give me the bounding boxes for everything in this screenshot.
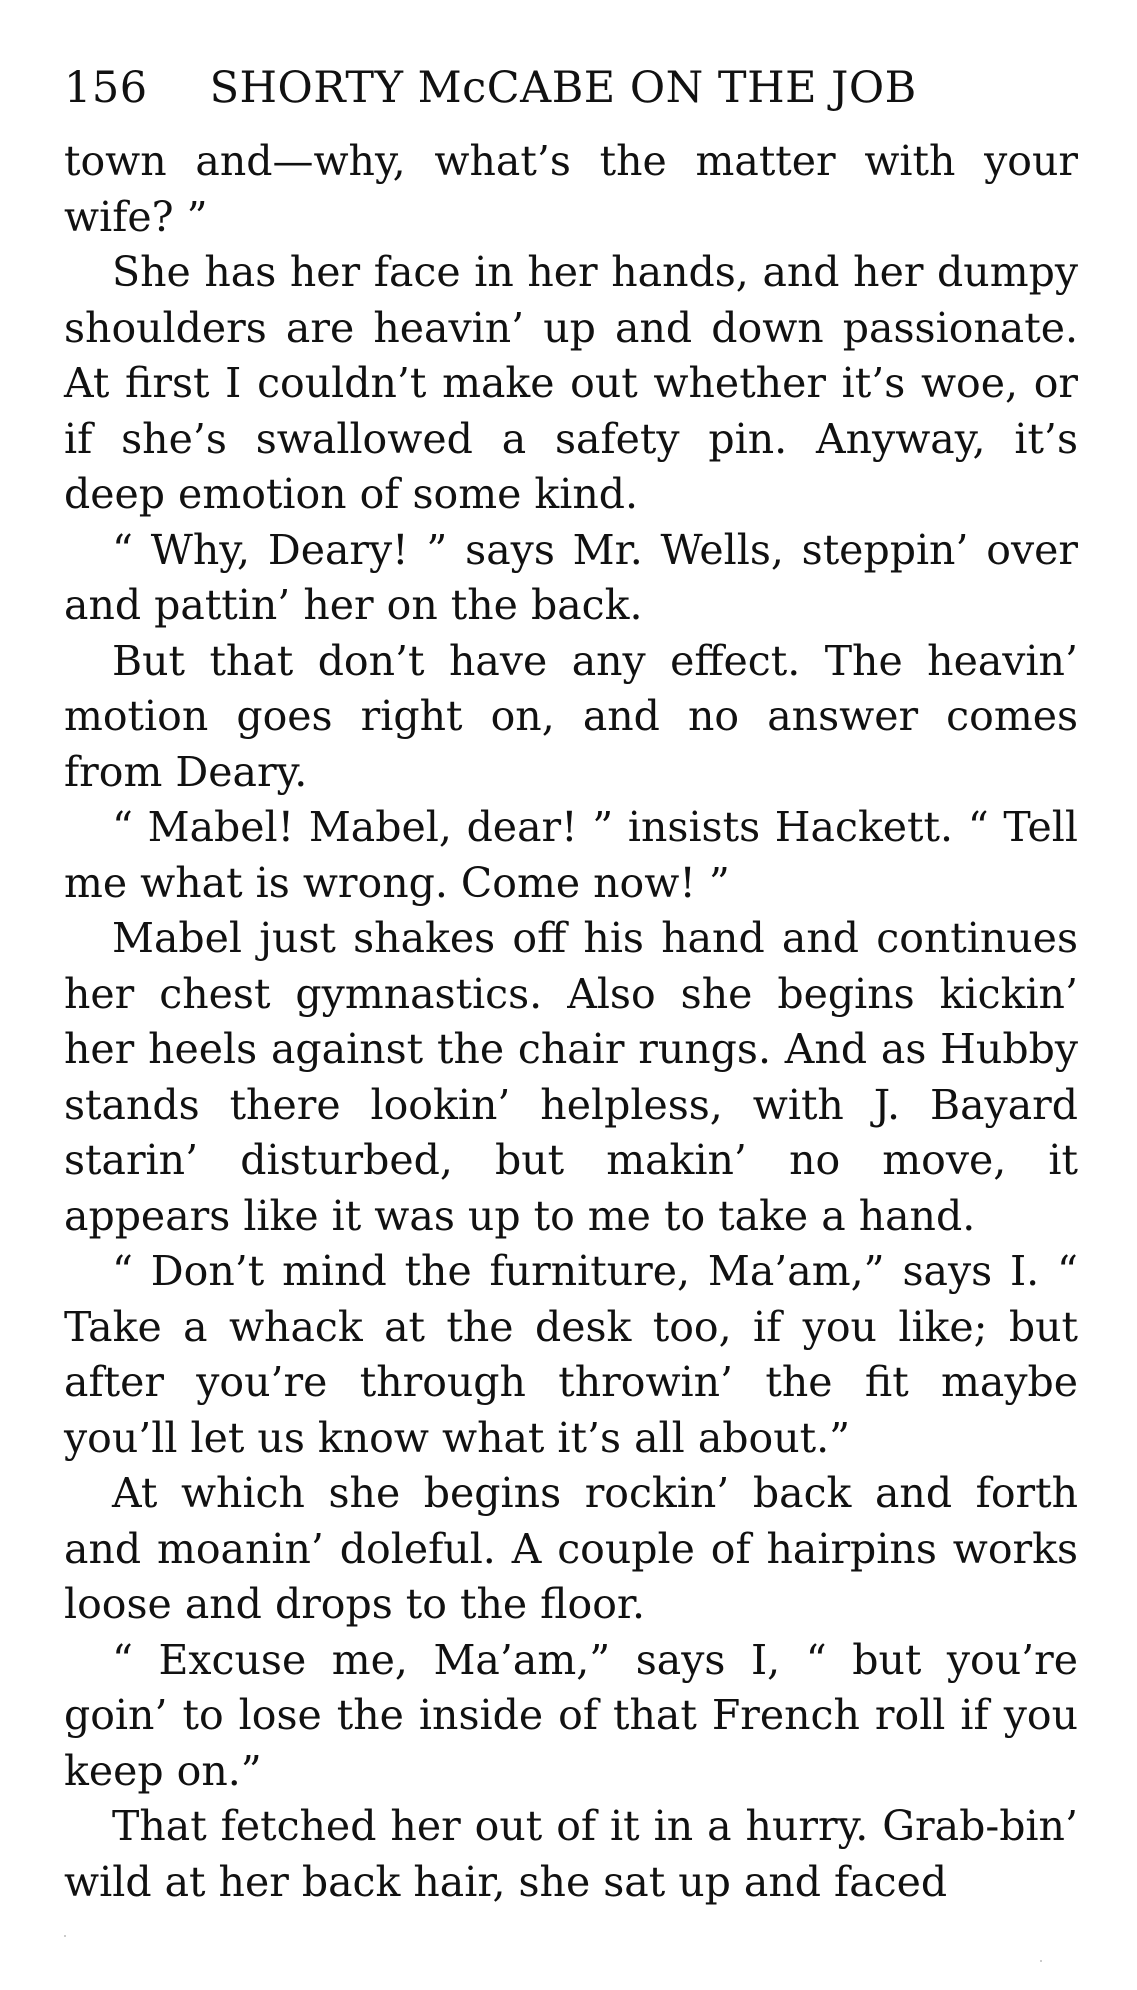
running-title: SHORTY McCABE ON THE JOB bbox=[209, 63, 917, 113]
running-head bbox=[64, 62, 1078, 114]
paragraph-2: She has her face in her hands, and her dumpy shoulders are heavin’ up and down passionate. At first I couldn’t make out whether it’s woe, or if she’s swallowed a safety pin. Anyway, it’s deep emotion of some kind. bbox=[64, 248, 1078, 518]
paragraph-7: “ Don’t mind the furniture, Ma’am,” says I. “ Take a whack at the desk too, if you like; but after you’re through throwin’ the fit maybe you’ll let us know what it’s all about.” bbox=[64, 1247, 1078, 1462]
page-number: 156 bbox=[64, 63, 148, 113]
paragraph-8: At which she begins rockin’ back and forth and moanin’ doleful. A couple of hairpins works loose and drops to the floor. bbox=[64, 1469, 1078, 1628]
paragraph-6: Mabel just shakes off his hand and continues her chest gymnastics. Also she begins kickin’ her heels against the chair rungs. And as Hubby stands there lookin’ helpless, with J. Bayard starin’ disturbed, but makin’ no move, it appears like it was up to me to take a hand. bbox=[64, 914, 1078, 1240]
paragraph-4: But that don’t have any effect. The heavin’ motion goes right on, and no answer comes from Deary. bbox=[64, 636, 1078, 796]
paragraph-10: That fetched her out of it in a hurry. Grab-bin’ wild at her back hair, she sat up and faced bbox=[64, 1802, 1078, 1906]
book-page bbox=[64, 62, 1078, 1910]
body-text bbox=[64, 134, 1078, 1910]
paragraph-1: town and—why, what’s the matter with your wife? ” bbox=[64, 137, 1078, 241]
paper-speck bbox=[64, 1935, 66, 1937]
paragraph-9: “ Excuse me, Ma’am,” says I, “ but you’re goin’ to lose the inside of that French roll if you keep on.” bbox=[64, 1635, 1078, 1795]
paper-speck bbox=[1040, 1960, 1042, 1962]
paragraph-5: “ Mabel! Mabel, dear! ” insists Hackett. “ Tell me what is wrong. Come now! ” bbox=[64, 803, 1078, 907]
paragraph-3: “ Why, Deary! ” says Mr. Wells, steppin’ over and pattin’ her on the back. bbox=[64, 525, 1078, 629]
